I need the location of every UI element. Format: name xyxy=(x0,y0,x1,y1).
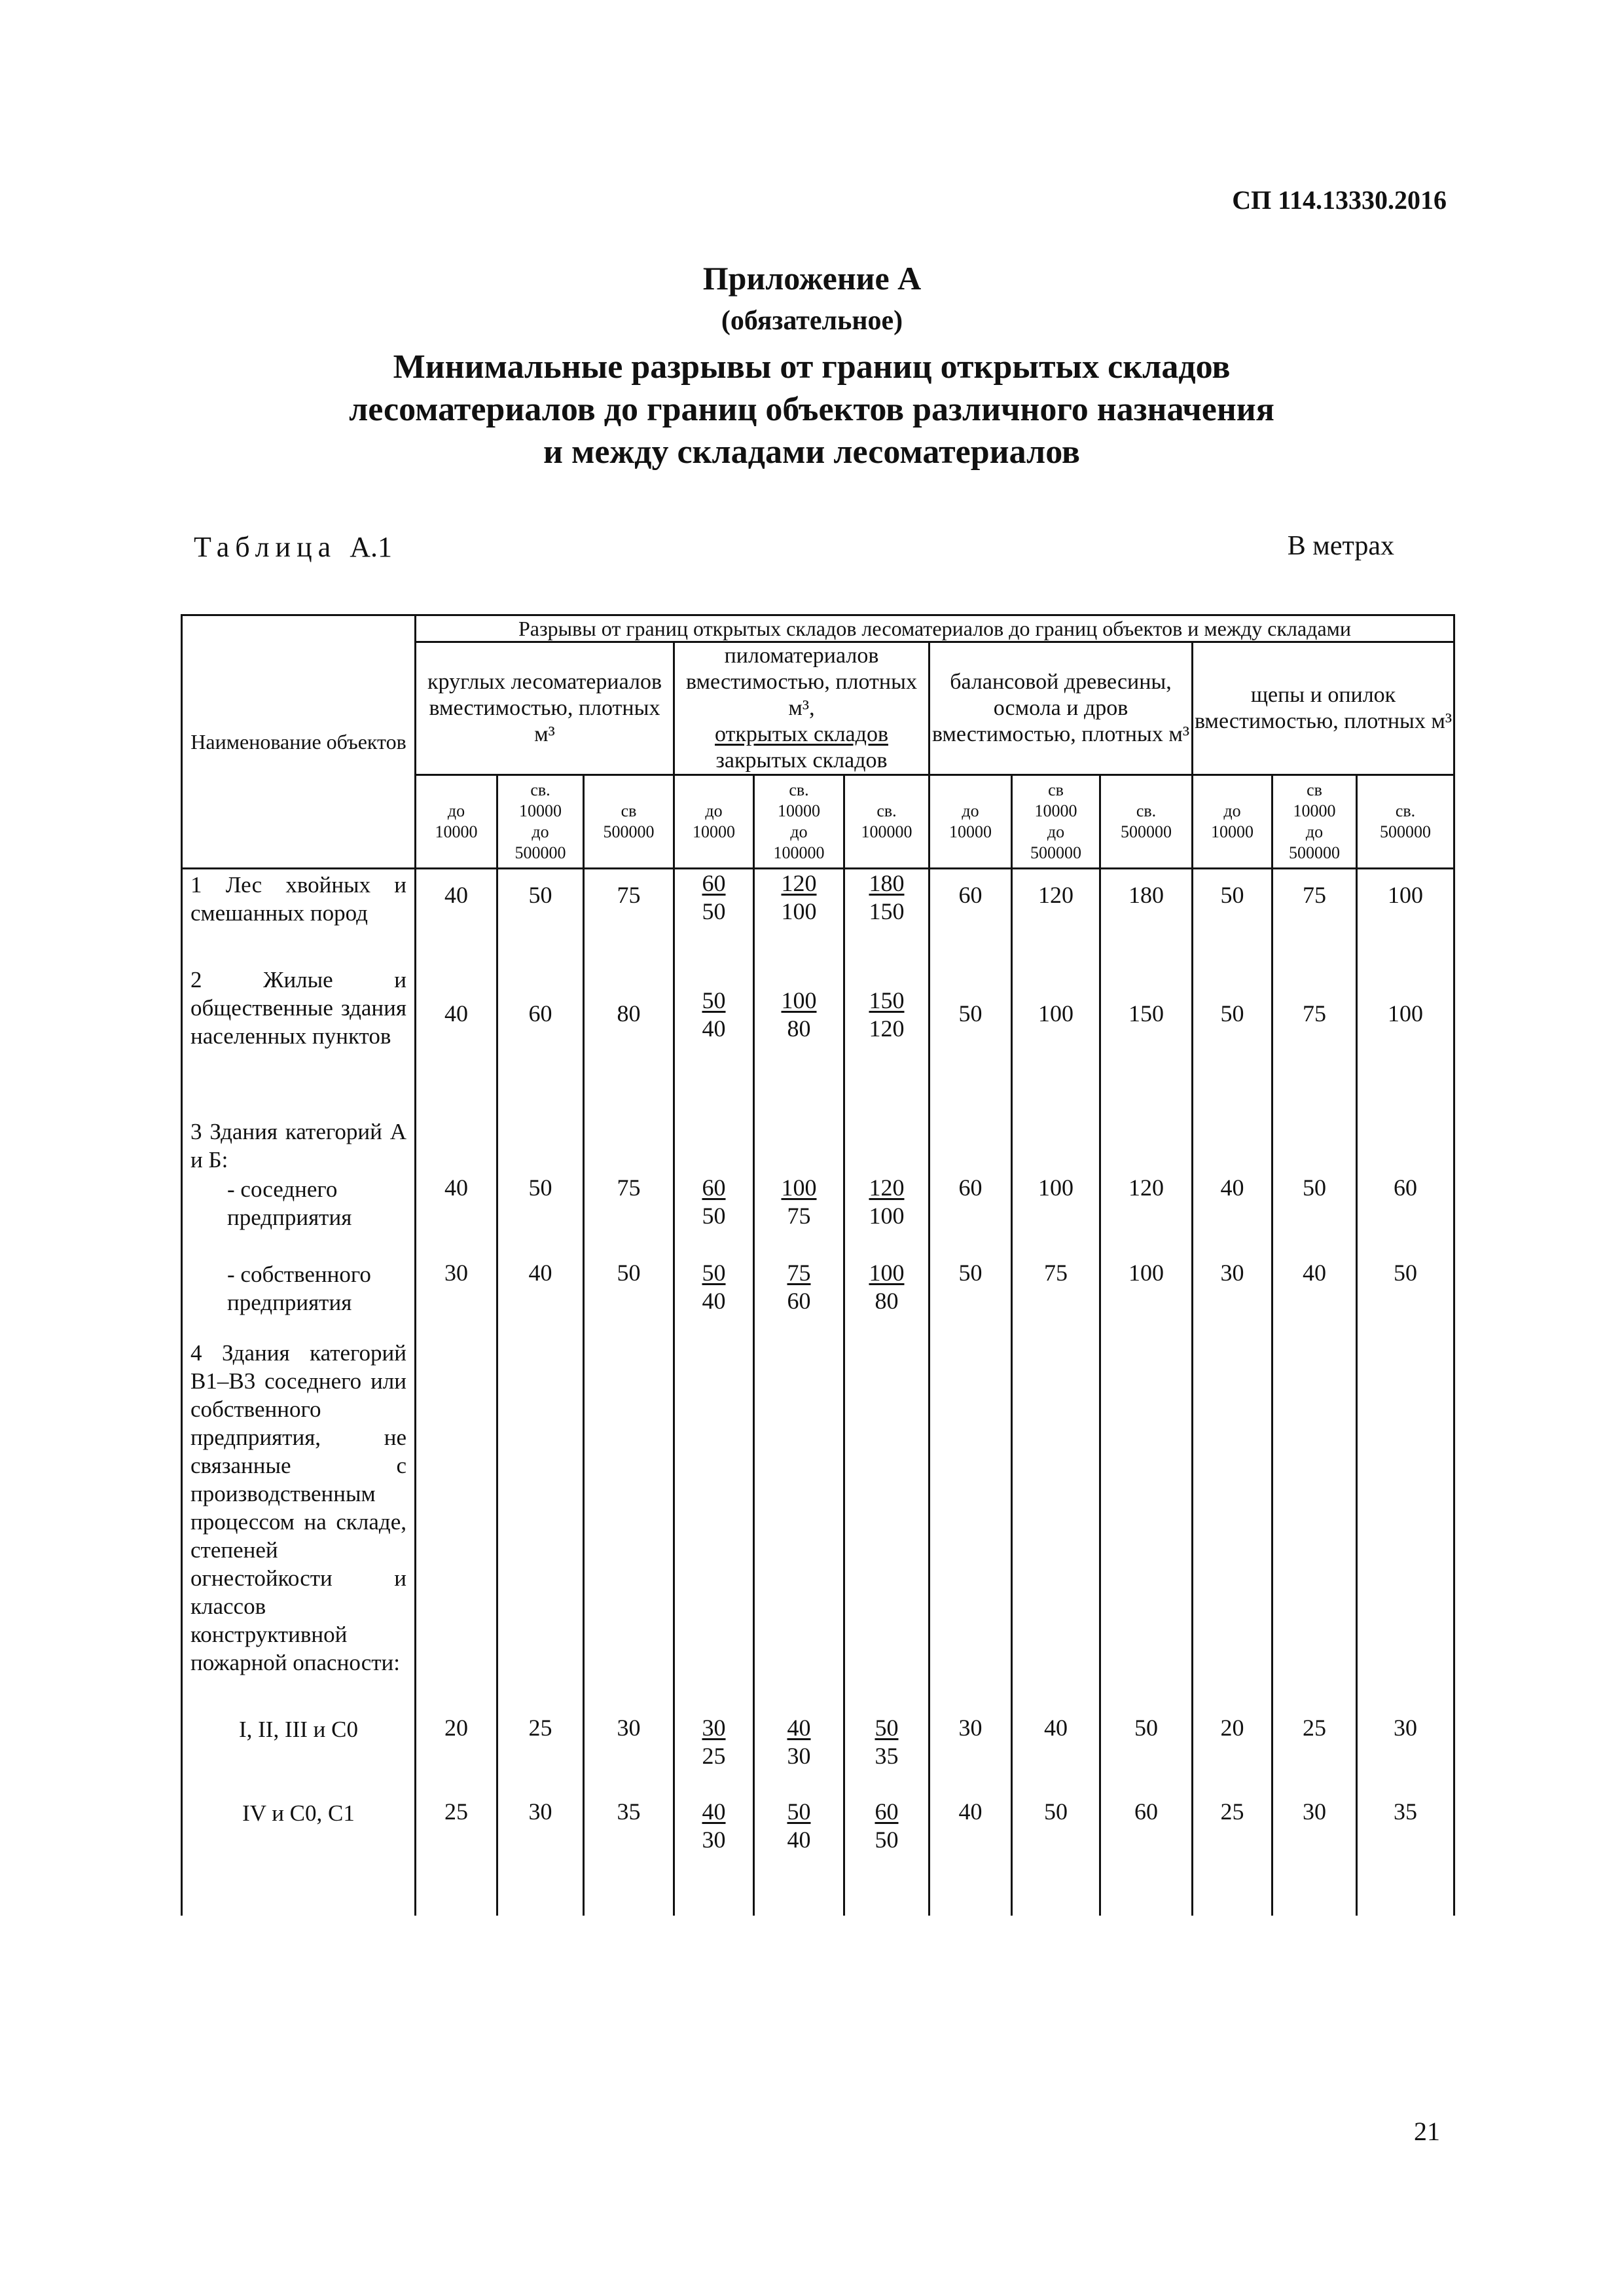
cell-fraction: 75 60 xyxy=(754,1259,844,1338)
cell: 100 xyxy=(1100,1259,1193,1338)
distances-table xyxy=(181,614,1455,1916)
cell: 30 xyxy=(416,1259,497,1338)
cell: 30 xyxy=(584,1714,674,1798)
header-sawn-closed: закрытых складов xyxy=(715,748,888,773)
cell-fraction: 50 40 xyxy=(674,1259,754,1338)
cell: 40 xyxy=(929,1798,1012,1876)
row-subname: IV и С0, С1 xyxy=(182,1798,416,1876)
cell: 60 xyxy=(929,1174,1012,1259)
cell: 100 xyxy=(1012,964,1100,1116)
appendix-heading xyxy=(170,346,1453,473)
cell: 30 xyxy=(1193,1259,1272,1338)
table-row xyxy=(182,964,1454,1116)
page-number: 21 xyxy=(1414,2117,1440,2146)
cell: 40 xyxy=(497,1259,584,1338)
subheader-mid: св. 10000 до 500000 xyxy=(497,775,584,869)
cell: 25 xyxy=(1193,1798,1272,1876)
cell: 80 xyxy=(584,964,674,1116)
cell-fraction: 50 40 xyxy=(674,964,754,1116)
appendix-status: (обязательное) xyxy=(721,306,903,336)
row-name: 3 Здания категорий А и Б: xyxy=(182,1116,416,1174)
cell: 30 xyxy=(1357,1714,1454,1798)
subheader-over: св. 100000 xyxy=(844,775,929,869)
header-sawn-line: пиломатериалов вместимостью, плотных м³, xyxy=(686,644,917,720)
cell: 50 xyxy=(1100,1714,1193,1798)
table-row xyxy=(182,1714,1454,1798)
cell: 20 xyxy=(416,1714,497,1798)
cell: 50 xyxy=(929,964,1012,1116)
appendix-heading-line: и между складами лесоматериалов xyxy=(543,433,1080,471)
document-code: СП 114.13330.2016 xyxy=(1232,185,1447,215)
cell: 75 xyxy=(1272,964,1357,1116)
table-row xyxy=(182,1259,1454,1338)
cell-fraction: 60 50 xyxy=(844,1798,929,1876)
cell-fraction: 60 50 xyxy=(674,1174,754,1259)
cell: 40 xyxy=(416,964,497,1116)
cell: 180 xyxy=(1100,869,1193,964)
units-note: В метрах xyxy=(1287,531,1394,561)
cell: 75 xyxy=(1012,1259,1100,1338)
cell: 50 xyxy=(497,1174,584,1259)
cell: 35 xyxy=(1357,1798,1454,1876)
cell: 25 xyxy=(1272,1714,1357,1798)
table-row xyxy=(182,1798,1454,1876)
subheader-upto: до 10000 xyxy=(416,775,497,869)
subheader-over: св 500000 xyxy=(584,775,674,869)
cell: 35 xyxy=(584,1798,674,1876)
cell: 25 xyxy=(416,1798,497,1876)
row-subname: I, II, III и С0 xyxy=(182,1714,416,1798)
table-number: А.1 xyxy=(350,531,392,563)
cell: 50 xyxy=(497,869,584,964)
cell: 40 xyxy=(1012,1714,1100,1798)
cell: 75 xyxy=(1272,869,1357,964)
cell: 120 xyxy=(1100,1174,1193,1259)
cell-fraction: 100 80 xyxy=(754,964,844,1116)
table-label-word: Таблица xyxy=(194,531,337,563)
cell-fraction: 150 120 xyxy=(844,964,929,1116)
cell: 20 xyxy=(1193,1714,1272,1798)
cell-fraction: 40 30 xyxy=(674,1798,754,1876)
cell: 60 xyxy=(1100,1798,1193,1876)
table-row xyxy=(182,1338,1454,1714)
cell: 40 xyxy=(416,869,497,964)
row-name: 1 Лес хвойных и смешанных пород xyxy=(182,869,416,964)
subheader-over: св. 500000 xyxy=(1357,775,1454,869)
header-balance-wood: балансовой древесины, осмола и дров вместимостью, плотных м³ xyxy=(929,642,1193,775)
table-row xyxy=(182,1174,1454,1259)
subheader-mid: св 10000 до 500000 xyxy=(1012,775,1100,869)
cell: 50 xyxy=(1193,964,1272,1116)
header-object-name: Наименование объектов xyxy=(182,615,416,869)
table-row xyxy=(182,1116,1454,1174)
cell-fraction: 40 30 xyxy=(754,1714,844,1798)
cell: 40 xyxy=(416,1174,497,1259)
appendix-heading-line: Минимальные разрывы от границ открытых складов xyxy=(393,348,1231,386)
cell: 50 xyxy=(929,1259,1012,1338)
cell: 50 xyxy=(1272,1174,1357,1259)
row-subname: - соседнего предприятия xyxy=(182,1174,416,1259)
cell: 100 xyxy=(1357,964,1454,1116)
cell-fraction: 30 25 xyxy=(674,1714,754,1798)
cell: 120 xyxy=(1012,869,1100,964)
cell-fraction: 50 40 xyxy=(754,1798,844,1876)
subheader-mid: св. 10000 до 100000 xyxy=(754,775,844,869)
cell: 75 xyxy=(584,869,674,964)
row-name: 2 Жилые и общественные здания населенных пунктов xyxy=(182,964,416,1116)
header-distances-group: Разрывы от границ открытых складов лесоматериалов до границ объектов и между складами xyxy=(416,615,1454,642)
cell: 30 xyxy=(1272,1798,1357,1876)
cell-fraction: 120 100 xyxy=(844,1174,929,1259)
cell-fraction: 100 80 xyxy=(844,1259,929,1338)
cell: 50 xyxy=(1012,1798,1100,1876)
appendix-title: Приложение А xyxy=(702,260,922,297)
header-round-timber: круглых лесоматериалов вместимостью, плотных м³ xyxy=(416,642,674,775)
cell: 50 xyxy=(584,1259,674,1338)
cell: 100 xyxy=(1012,1174,1100,1259)
table-label xyxy=(194,530,392,564)
row-name: 4 Здания категорий В1–В3 соседнего или собственного предприятия, не связанные с производственным процессом на складе, степеней огнестойкости и классов конструктивной пожарной опасности: xyxy=(182,1338,416,1714)
cell: 150 xyxy=(1100,964,1193,1116)
cell: 60 xyxy=(929,869,1012,964)
cell: 60 xyxy=(1357,1174,1454,1259)
cell-fraction: 50 35 xyxy=(844,1714,929,1798)
row-subname: - собственного предприятия xyxy=(182,1259,416,1338)
cell: 30 xyxy=(929,1714,1012,1798)
cell: 100 xyxy=(1357,869,1454,964)
subheader-over: св. 500000 xyxy=(1100,775,1193,869)
cell-fraction: 60 50 xyxy=(674,869,754,964)
cell: 40 xyxy=(1193,1174,1272,1259)
appendix-heading-line: лесоматериалов до границ объектов различного назначения xyxy=(349,391,1274,428)
header-chips: щепы и опилок вместимостью, плотных м³ xyxy=(1193,642,1454,775)
cell-fraction: 100 75 xyxy=(754,1174,844,1259)
subheader-upto: до 10000 xyxy=(1193,775,1272,869)
cell: 50 xyxy=(1357,1259,1454,1338)
header-sawn-open: открытых складов xyxy=(715,722,888,746)
cell: 75 xyxy=(584,1174,674,1259)
cell: 40 xyxy=(1272,1259,1357,1338)
cell: 60 xyxy=(497,964,584,1116)
table-row xyxy=(182,869,1454,964)
subheader-upto: до 10000 xyxy=(929,775,1012,869)
cell-fraction: 120 100 xyxy=(754,869,844,964)
header-sawn-timber xyxy=(674,642,929,775)
cell-fraction: 180 150 xyxy=(844,869,929,964)
cell: 50 xyxy=(1193,869,1272,964)
subheader-upto: до 10000 xyxy=(674,775,754,869)
cell: 25 xyxy=(497,1714,584,1798)
subheader-mid: св 10000 до 500000 xyxy=(1272,775,1357,869)
cell: 30 xyxy=(497,1798,584,1876)
table-row-spacer xyxy=(182,1876,1454,1916)
